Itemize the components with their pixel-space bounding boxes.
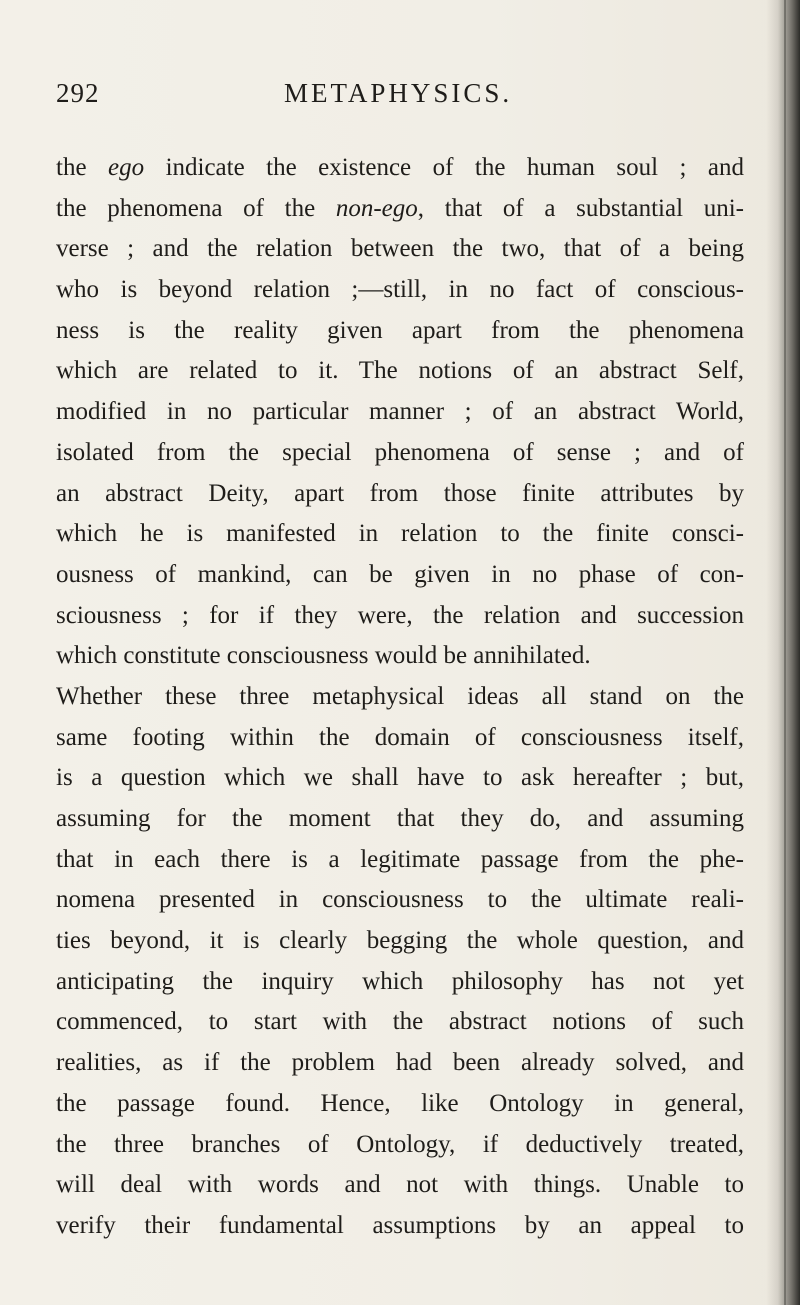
text-line: which are related to it. The notions of an abstract Self,	[56, 357, 744, 385]
italic-term: ego	[108, 154, 145, 181]
text-line: assuming for the moment that they do, and assuming	[56, 805, 744, 832]
text-line: which constitute consciousness would be annihilated.	[56, 642, 591, 670]
text-line: ousness of mankind, can be given in no phase of con-	[56, 560, 744, 588]
text-line: the three branches of Ontology, if deductively treated,	[56, 1130, 744, 1158]
body-text	[56, 148, 744, 1247]
running-head	[56, 78, 736, 118]
text-line: ness is the reality given apart from the phenomena	[56, 316, 744, 344]
text-line: is a question which we shall have to ask hereafter ; but,	[56, 764, 744, 792]
text-line: Whether these three metaphysical ideas all stand on the	[56, 682, 744, 710]
text-line: will deal with words and not with things. Unable to	[56, 1171, 744, 1199]
text-line: an abstract Deity, apart from those finite attributes by	[56, 479, 744, 507]
text-line: ties beyond, it is clearly begging the whole question, and	[56, 927, 744, 955]
text-line: the phenomena of the non-ego, that of a substantial uni-	[56, 194, 744, 222]
text-line: who is beyond relation ;—still, in no fact of conscious-	[56, 276, 744, 304]
text-line: verify their fundamental assumptions by an appeal to	[56, 1211, 744, 1239]
text-line: that in each there is a legitimate passage from the phe-	[56, 845, 744, 873]
text-line: realities, as if the problem had been already solved, and	[56, 1049, 744, 1077]
text-line: same footing within the domain of consciousness itself,	[56, 723, 744, 751]
text-line: verse ; and the relation between the two, that of a being	[56, 235, 744, 263]
text-line: the passage found. Hence, like Ontology in general,	[56, 1089, 744, 1117]
text-line: which he is manifested in relation to the finite consci-	[56, 520, 744, 548]
text-line: commenced, to start with the abstract notions of such	[56, 1008, 744, 1036]
text-line: anticipating the inquiry which philosophy has not yet	[56, 967, 744, 995]
text-line: modified in no particular manner ; of an abstract World,	[56, 398, 744, 426]
text-line: isolated from the special phenomena of sense ; and of	[56, 438, 744, 466]
page-edge-shadow	[766, 0, 800, 1305]
text-line: nomena presented in consciousness to the ultimate reali-	[56, 886, 744, 914]
text-line: sciousness ; for if they were, the relation and succession	[56, 601, 744, 629]
page-number: 292	[56, 78, 100, 108]
page-binding-edge	[784, 0, 786, 1305]
running-title: METAPHYSICS.	[284, 78, 513, 108]
text-line: the ego indicate the existence of the human soul ; and	[56, 154, 744, 181]
italic-term: non-ego	[335, 194, 418, 222]
